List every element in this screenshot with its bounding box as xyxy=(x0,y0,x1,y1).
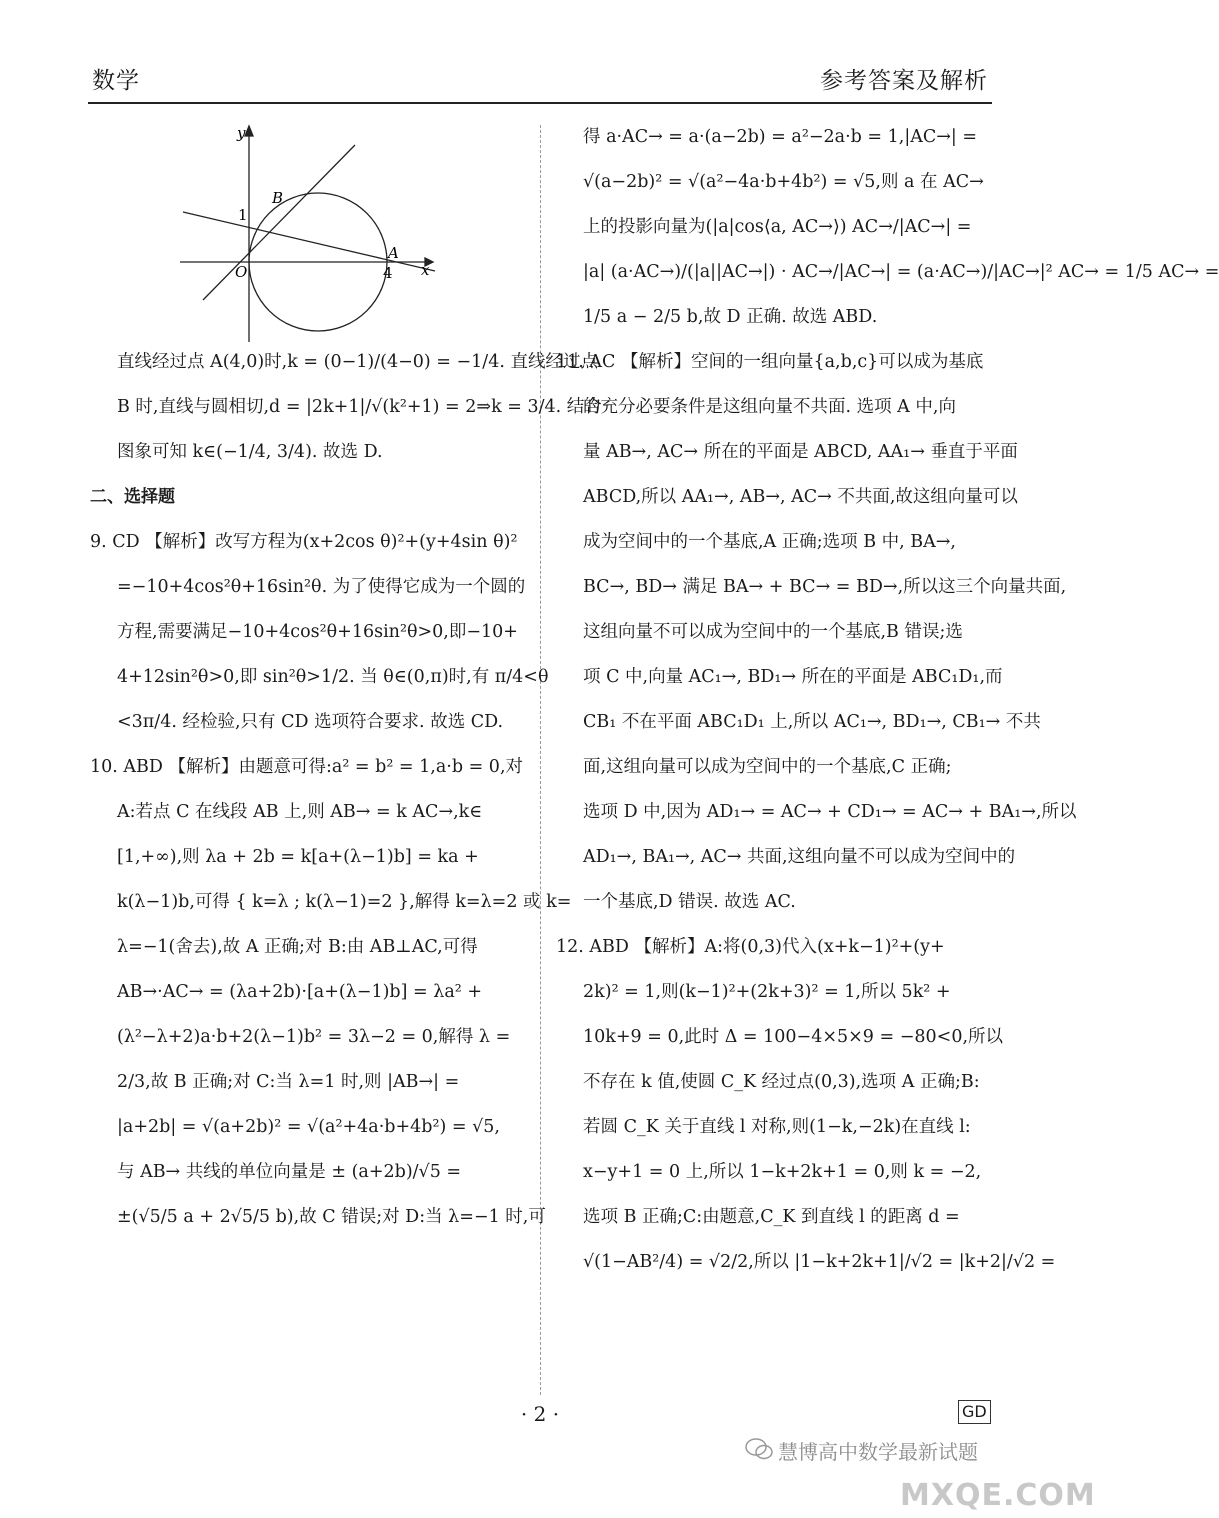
tick-y-label: 1 xyxy=(238,206,248,224)
section-title: 二、选择题 xyxy=(90,487,175,507)
q12-line: 12. ABD 【解析】A:将(0,3)代入(x+k−1)²+(y+ xyxy=(556,937,945,957)
q9-line: <3π/4. 经检验,只有 CD 选项符合要求. 故选 CD. xyxy=(117,712,504,732)
q10-line: A:若点 C 在线段 AB 上,则 AB→ = k AC→,k∈ xyxy=(117,802,483,822)
text-line: 直线经过点 A(4,0)时,k = (0−1)/(4−0) = −1/4. 直线经过点 xyxy=(117,352,598,372)
q12-line: 选项 B 正确;C:由题意,C_K 到直线 l 的距离 d = xyxy=(583,1207,960,1227)
q11-line: BC→, BD→ 满足 BA→ + BC→ = BD→,所以这三个向量共面, xyxy=(583,577,1067,597)
q10-line: [1,+∞),则 λa + 2b = k[a+(λ−1)b] = ka + xyxy=(117,847,479,867)
q12-line: √(1−AB²/4) = √2/2,所以 |1−k+2k+1|/√2 = |k+2|/√2 = xyxy=(583,1252,1056,1272)
q10-line: ±(√5/5 a + 2√5/5 b),故 C 错误;对 D:当 λ=−1 时,可 xyxy=(117,1207,546,1227)
q9-line: 9. CD 【解析】改写方程为(x+2cos θ)²+(y+4sin θ)² xyxy=(90,532,518,552)
watermark-site: MXQE.COM xyxy=(900,1478,1096,1513)
q11-line: 成为空间中的一个基底,A 正确;选项 B 中, BA→, xyxy=(583,532,956,552)
edition-code: GD xyxy=(958,1400,991,1424)
header-rule xyxy=(88,102,992,104)
q12-line: 10k+9 = 0,此时 Δ = 100−4×5×9 = −80<0,所以 xyxy=(583,1027,1004,1047)
q10-line: 与 AB→ 共线的单位向量是 ± (a+2b)/√5 = xyxy=(117,1162,462,1182)
q11-line: 一个基底,D 错误. 故选 AC. xyxy=(583,892,796,912)
q10-line: 2/3,故 B 正确;对 C:当 λ=1 时,则 |AB→| = xyxy=(117,1072,460,1092)
q12-line: 若圆 C_K 关于直线 l 对称,则(1−k,−2k)在直线 l: xyxy=(583,1117,971,1137)
left-column xyxy=(90,350,602,1250)
q10-cont-line: 1/5 a − 2/5 b,故 D 正确. 故选 ABD. xyxy=(583,307,878,327)
q11-line: 11. AC 【解析】空间的一组向量{a,b,c}可以成为基底 xyxy=(556,352,984,372)
q9-line: =−10+4cos²θ+16sin²θ. 为了使得它成为一个圆的 xyxy=(117,577,526,597)
header-title: 参考答案及解析 xyxy=(820,68,988,94)
q10-cont-line: 得 a·AC→ = a·(a−2b) = a²−2a·b = 1,|AC→| = xyxy=(583,127,978,147)
q10-cont-line: 上的投影向量为(|a|cos⟨a, AC→⟩) AC→/|AC→| = xyxy=(583,217,972,237)
q10-line: AB→·AC→ = (λa+2b)·[a+(λ−1)b] = λa² + xyxy=(117,982,482,1002)
q12-line: 2k)² = 1,则(k−1)²+(2k+3)² = 1,所以 5k² + xyxy=(583,982,951,1002)
q10-line: 10. ABD 【解析】由题意可得:a² = b² = 1,a·b = 0,对 xyxy=(90,757,524,777)
q10-line: (λ²−λ+2)a·b+2(λ−1)b² = 3λ−2 = 0,解得 λ = xyxy=(117,1027,511,1047)
right-column xyxy=(556,125,1219,1295)
q11-line: ABCD,所以 AA₁→, AB→, AC→ 不共面,故这组向量可以 xyxy=(583,487,1018,507)
text-line: B 时,直线与圆相切,d = |2k+1|/√(k²+1) = 2⇒k = 3/4. 结合 xyxy=(117,397,602,417)
circle-line-graph xyxy=(175,120,445,345)
q10-line: λ=−1(舍去),故 A 正确;对 B:由 AB⊥AC,可得 xyxy=(117,937,478,957)
q11-line: 量 AB→, AC→ 所在的平面是 ABCD, AA₁→ 垂直于平面 xyxy=(583,442,1018,462)
tick-x-label: 4 xyxy=(383,264,393,282)
point-a-label: A xyxy=(388,244,399,262)
q12-line: x−y+1 = 0 上,所以 1−k+2k+1 = 0,则 k = −2, xyxy=(583,1162,982,1182)
q9-line: 方程,需要满足−10+4cos²θ+16sin²θ>0,即−10+ xyxy=(117,622,518,642)
q11-line: 项 C 中,向量 AC₁→, BD₁→ 所在的平面是 ABC₁D₁,而 xyxy=(583,667,1003,687)
axis-x-label: x xyxy=(421,261,430,279)
q12-line: 不存在 k 值,使圆 C_K 经过点(0,3),选项 A 正确;B: xyxy=(583,1072,980,1092)
header-subject: 数学 xyxy=(92,68,140,94)
q11-line: 这组向量不可以成为空间中的一个基底,B 错误;选 xyxy=(583,622,963,642)
point-b-label: B xyxy=(272,189,284,207)
q11-line: AD₁→, BA₁→, AC→ 共面,这组向量不可以成为空间中的 xyxy=(583,847,1016,867)
text-line: 图象可知 k∈(−1/4, 3/4). 故选 D. xyxy=(117,442,383,462)
q11-line: CB₁ 不在平面 ABC₁D₁ 上,所以 AC₁→, BD₁→, CB₁→ 不共 xyxy=(583,712,1041,732)
q9-line: 4+12sin²θ>0,即 sin²θ>1/2. 当 θ∈(0,π)时,有 π/4<θ xyxy=(117,667,549,687)
q10-cont-line: √(a−2b)² = √(a²−4a·b+4b²) = √5,则 a 在 AC→ xyxy=(583,172,984,192)
q10-cont-line: |a| (a·AC→)/(|a||AC→|) · AC→/|AC→| = (a·AC→)/|AC→|² AC→ = 1/5 AC→ = xyxy=(583,262,1219,282)
q10-line: k(λ−1)b,可得 { k=λ ; k(λ−1)=2 },解得 k=λ=2 或 k= xyxy=(117,892,572,912)
y-axis-arrow xyxy=(245,126,253,136)
q11-line: 的充分必要条件是这组向量不共面. 选项 A 中,向 xyxy=(583,397,956,417)
q11-line: 选项 D 中,因为 AD₁→ = AC→ + CD₁→ = AC→ + BA₁→,所以 xyxy=(583,802,1077,822)
wechat-icon xyxy=(745,1438,773,1460)
q11-line: 面,这组向量可以成为空间中的一个基底,C 正确; xyxy=(583,757,952,777)
q10-line: |a+2b| = √(a+2b)² = √(a²+4a·b+4b²) = √5, xyxy=(117,1117,500,1137)
page-number: · 2 · xyxy=(520,1402,560,1426)
watermark-text: 慧博高中数学最新试题 xyxy=(778,1440,978,1464)
origin-label: O xyxy=(235,263,248,281)
axis-y-label: y xyxy=(237,124,246,142)
